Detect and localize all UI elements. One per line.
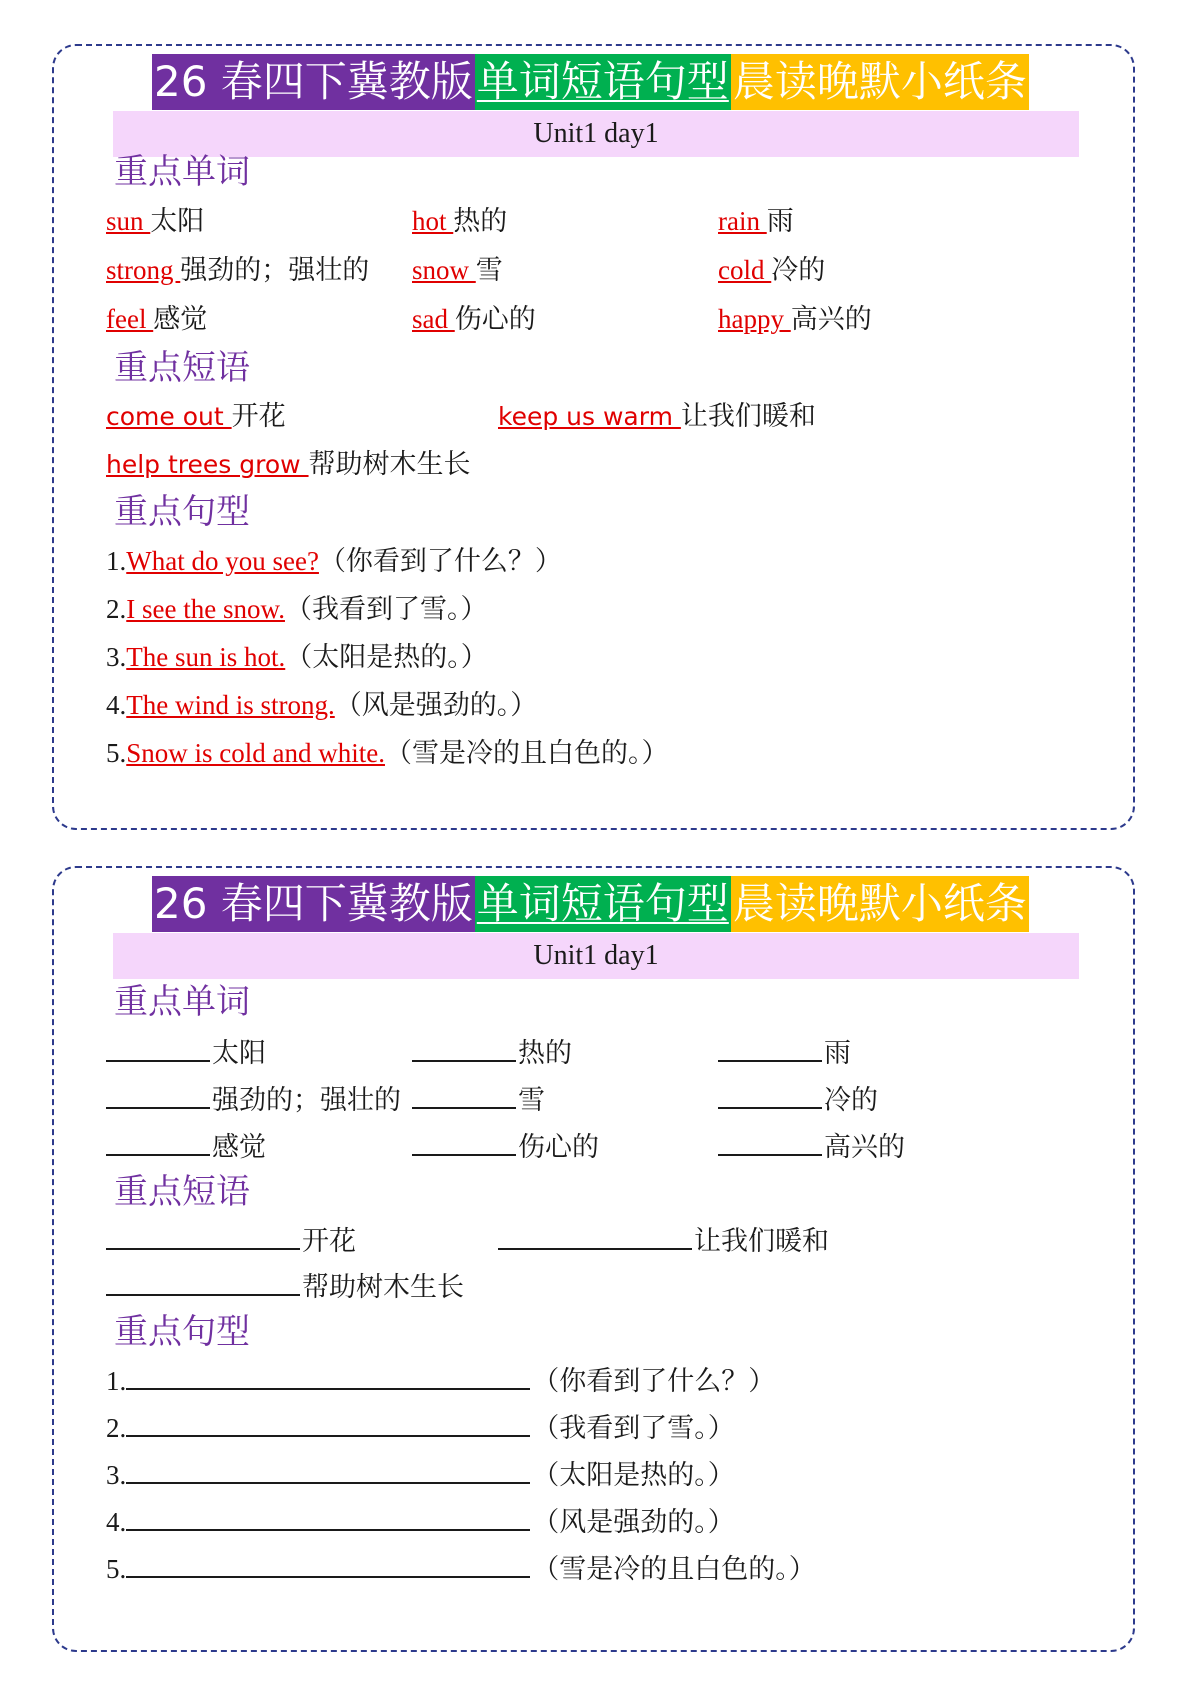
sentence-item: 5.Snow is cold and white.（雪是冷的且白色的。） [106,738,669,769]
card-title [152,54,1029,110]
sentence-blank-item: 4. （风是强劲的。） [106,1499,735,1542]
section-heading-sentences: 重点句型 [114,1312,250,1352]
card-title [152,876,1029,932]
answer-blank[interactable] [498,1218,692,1250]
section-heading-phrases: 重点短语 [114,1172,250,1212]
sentence-item: 1.What do you see?（你看到了什么？） [106,546,562,577]
sentence-blank-item: 2. （我看到了雪。） [106,1405,735,1448]
answer-blank[interactable] [106,1218,300,1250]
word-blank-item: 太阳 [106,1030,266,1073]
title-part-2: 单词短语句型 [475,876,731,932]
answer-blank[interactable] [718,1030,822,1062]
word-blank-item: 感觉 [106,1124,266,1167]
word-blank-item: 冷的 [718,1077,878,1120]
unit-banner: Unit1 day1 [113,933,1079,979]
section-heading-sentences: 重点句型 [114,492,250,532]
sentence-blank-item: 5. （雪是冷的且白色的。） [106,1546,816,1589]
phrase-item: help trees grow 帮助树木生长 [106,449,471,480]
word-blank-item: 高兴的 [718,1124,905,1167]
answer-blank[interactable] [126,1499,530,1531]
answer-blank[interactable] [106,1030,210,1062]
answer-blank[interactable] [106,1264,300,1296]
answer-card [52,44,1135,830]
answer-blank[interactable] [106,1124,210,1156]
sentence-blank-item: 3. （太阳是热的。） [106,1452,735,1495]
answer-blank[interactable] [718,1077,822,1109]
word-item: sad 伤心的 [412,304,536,335]
blank-card [52,866,1135,1652]
answer-blank[interactable] [106,1077,210,1109]
word-item: rain 雨 [718,206,794,237]
title-part-1: 26 春四下冀教版 [152,876,475,932]
section-heading-words: 重点单词 [114,982,250,1022]
word-item: feel 感觉 [106,304,208,335]
title-part-1: 26 春四下冀教版 [152,54,475,110]
answer-blank[interactable] [126,1546,530,1578]
title-part-3: 晨读晚默小纸条 [731,876,1029,932]
answer-blank[interactable] [126,1358,530,1390]
sentence-item: 3.The sun is hot.（太阳是热的。） [106,642,488,673]
unit-banner: Unit1 day1 [113,111,1079,157]
title-part-2: 单词短语句型 [475,54,731,110]
answer-blank[interactable] [412,1124,516,1156]
phrase-blank-item: 开花 [106,1218,356,1261]
answer-blank[interactable] [126,1405,530,1437]
word-blank-item: 雨 [718,1030,851,1073]
word-item: sun 太阳 [106,206,205,237]
word-item: hot 热的 [412,206,508,237]
answer-blank[interactable] [412,1077,516,1109]
word-blank-item: 伤心的 [412,1124,599,1167]
answer-blank[interactable] [126,1452,530,1484]
word-item: happy 高兴的 [718,304,872,335]
phrase-blank-item: 让我们暖和 [498,1218,829,1261]
phrase-item: keep us warm 让我们暖和 [498,401,816,432]
answer-blank[interactable] [412,1030,516,1062]
word-item: strong 强劲的；强壮的 [106,255,370,286]
word-item: cold 冷的 [718,255,826,286]
word-item: snow 雪 [412,255,503,286]
word-blank-item: 强劲的；强壮的 [106,1077,401,1120]
answer-blank[interactable] [718,1124,822,1156]
word-blank-item: 雪 [412,1077,545,1120]
sentence-item: 4.The wind is strong.（风是强劲的。） [106,690,538,721]
title-part-3: 晨读晚默小纸条 [731,54,1029,110]
sentence-blank-item: 1. （你看到了什么？） [106,1358,775,1401]
section-heading-words: 重点单词 [114,152,250,192]
phrase-item: come out 开花 [106,401,286,432]
sentence-item: 2.I see the snow.（我看到了雪。） [106,594,488,625]
section-heading-phrases: 重点短语 [114,348,250,388]
phrase-blank-item: 帮助树木生长 [106,1264,464,1307]
word-blank-item: 热的 [412,1030,572,1073]
